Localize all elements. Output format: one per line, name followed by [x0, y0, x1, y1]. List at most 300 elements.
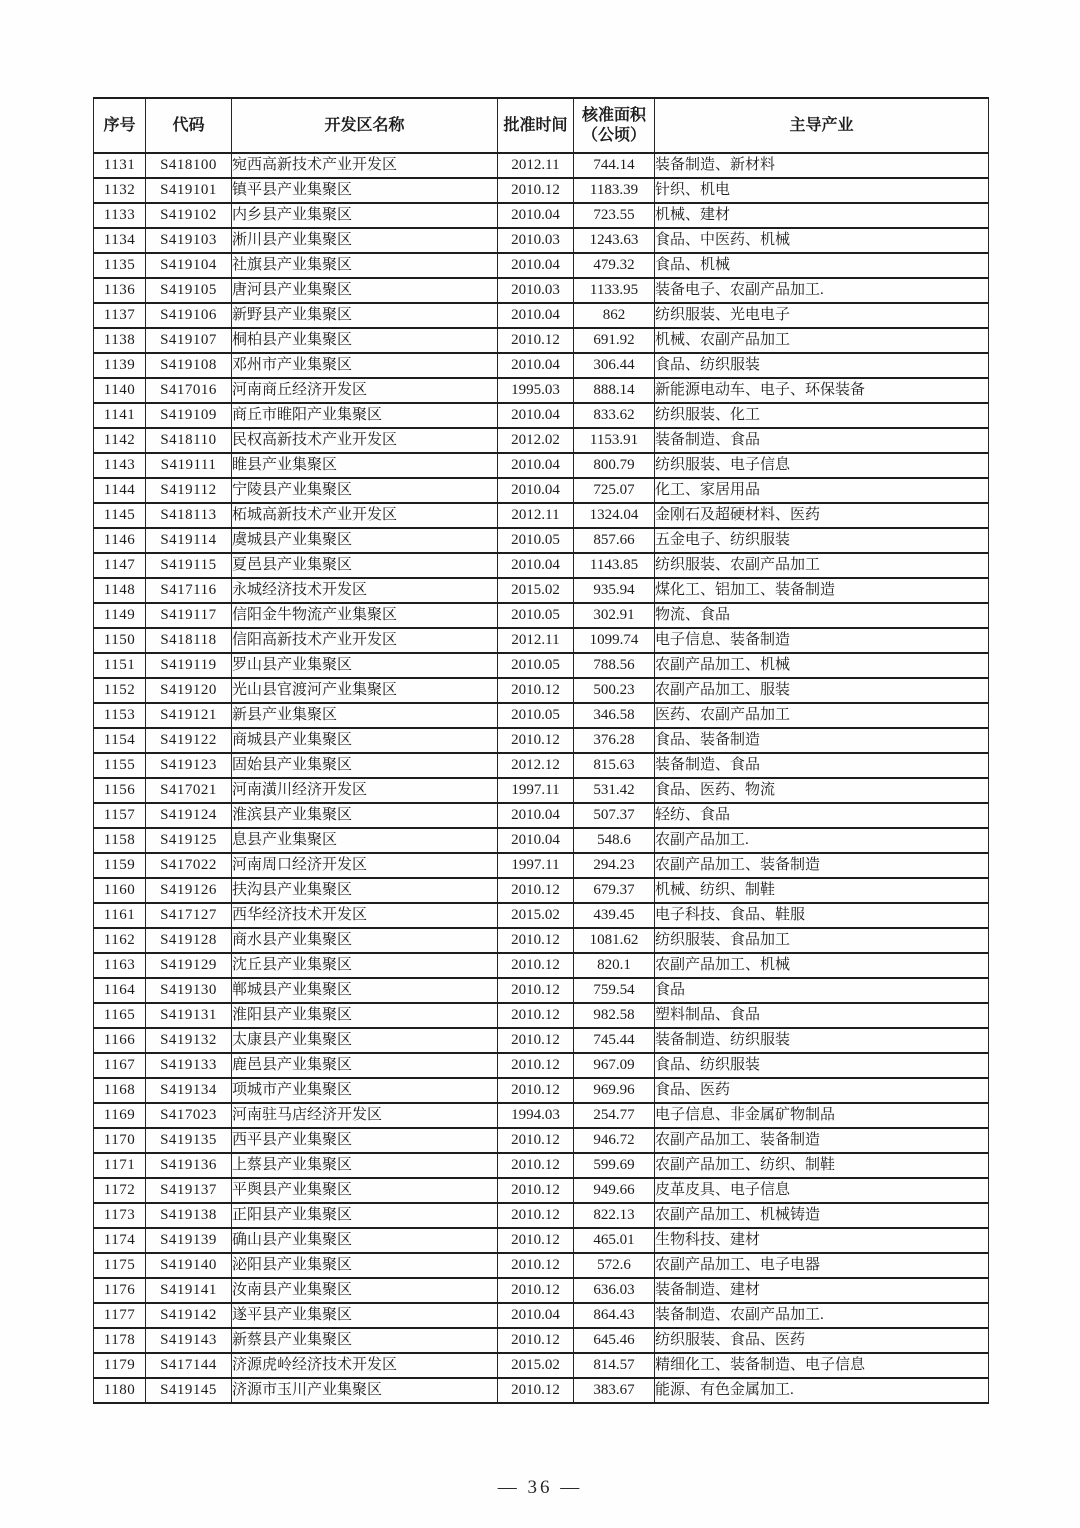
cell-approval-date: 2010.04 [498, 553, 574, 578]
cell-zone-name: 息县产业集聚区 [232, 828, 498, 853]
cell-leading-industry: 针织、机电 [655, 178, 989, 203]
cell-leading-industry: 食品、医药 [655, 1078, 989, 1103]
cell-zone-name: 民权高新技术产业开发区 [232, 428, 498, 453]
cell-approved-area: 507.37 [574, 803, 655, 828]
cell-serial: 1142 [94, 428, 146, 453]
cell-leading-industry: 农副产品加工、纺织、制鞋 [655, 1153, 989, 1178]
cell-serial: 1155 [94, 753, 146, 778]
cell-approved-area: 788.56 [574, 653, 655, 678]
cell-approval-date: 2010.04 [498, 303, 574, 328]
cell-serial: 1168 [94, 1078, 146, 1103]
table-row [94, 1103, 989, 1128]
cell-serial: 1152 [94, 678, 146, 703]
cell-approval-date: 2010.12 [498, 1378, 574, 1403]
table-row [94, 903, 989, 928]
cell-approved-area: 967.09 [574, 1053, 655, 1078]
cell-zone-name: 商丘市睢阳产业集聚区 [232, 403, 498, 428]
cell-code: S419109 [146, 403, 232, 428]
cell-zone-name: 桐柏县产业集聚区 [232, 328, 498, 353]
cell-approved-area: 1153.91 [574, 428, 655, 453]
development-zones-table [93, 97, 989, 1404]
cell-zone-name: 正阳县产业集聚区 [232, 1203, 498, 1228]
cell-code: S419123 [146, 753, 232, 778]
table-row [94, 553, 989, 578]
cell-zone-name: 柘城高新技术产业开发区 [232, 503, 498, 528]
table-row [94, 803, 989, 828]
cell-zone-name: 沈丘县产业集聚区 [232, 953, 498, 978]
cell-zone-name: 淅川县产业集聚区 [232, 228, 498, 253]
cell-zone-name: 信阳金牛物流产业集聚区 [232, 603, 498, 628]
cell-approved-area: 759.54 [574, 978, 655, 1003]
cell-code: S419122 [146, 728, 232, 753]
cell-approval-date: 2015.02 [498, 903, 574, 928]
cell-approval-date: 2012.11 [498, 153, 574, 178]
cell-zone-name: 宛西高新技术产业开发区 [232, 153, 498, 178]
table-row [94, 403, 989, 428]
cell-approved-area: 862 [574, 303, 655, 328]
cell-zone-name: 新野县产业集聚区 [232, 303, 498, 328]
table-row [94, 353, 989, 378]
cell-approved-area: 1324.04 [574, 503, 655, 528]
cell-approved-area: 306.44 [574, 353, 655, 378]
cell-approval-date: 2010.12 [498, 953, 574, 978]
cell-approved-area: 465.01 [574, 1228, 655, 1253]
cell-approved-area: 745.44 [574, 1028, 655, 1053]
cell-leading-industry: 农副产品加工、装备制造 [655, 1128, 989, 1153]
cell-leading-industry: 轻纺、食品 [655, 803, 989, 828]
cell-zone-name: 河南驻马店经济开发区 [232, 1103, 498, 1128]
cell-code: S419145 [146, 1378, 232, 1403]
cell-code: S419121 [146, 703, 232, 728]
cell-approved-area: 572.6 [574, 1253, 655, 1278]
cell-approval-date: 2010.12 [498, 1328, 574, 1353]
cell-approval-date: 2010.12 [498, 1028, 574, 1053]
cell-zone-name: 确山县产业集聚区 [232, 1228, 498, 1253]
cell-zone-name: 睢县产业集聚区 [232, 453, 498, 478]
cell-approval-date: 2010.12 [498, 1053, 574, 1078]
cell-serial: 1174 [94, 1228, 146, 1253]
cell-leading-industry: 化工、家居用品 [655, 478, 989, 503]
cell-code: S417016 [146, 378, 232, 403]
cell-code: S418100 [146, 153, 232, 178]
table-row [94, 1378, 989, 1403]
cell-leading-industry: 电子信息、装备制造 [655, 628, 989, 653]
cell-zone-name: 郸城县产业集聚区 [232, 978, 498, 1003]
cell-approval-date: 2010.04 [498, 403, 574, 428]
cell-approval-date: 2010.05 [498, 528, 574, 553]
table-row [94, 178, 989, 203]
cell-code: S418113 [146, 503, 232, 528]
cell-code: S417022 [146, 853, 232, 878]
cell-approval-date: 2010.05 [498, 703, 574, 728]
cell-code: S419141 [146, 1278, 232, 1303]
table-row [94, 328, 989, 353]
cell-leading-industry: 煤化工、铝加工、装备制造 [655, 578, 989, 603]
cell-code: S419136 [146, 1153, 232, 1178]
table-row [94, 878, 989, 903]
cell-approved-area: 744.14 [574, 153, 655, 178]
cell-approval-date: 2010.04 [498, 478, 574, 503]
cell-code: S417127 [146, 903, 232, 928]
cell-approval-date: 2015.02 [498, 1353, 574, 1378]
header-row [94, 98, 989, 153]
cell-code: S419124 [146, 803, 232, 828]
cell-leading-industry: 农副产品加工、机械铸造 [655, 1203, 989, 1228]
cell-zone-name: 扶沟县产业集聚区 [232, 878, 498, 903]
cell-serial: 1145 [94, 503, 146, 528]
cell-approved-area: 254.77 [574, 1103, 655, 1128]
table-row [94, 1228, 989, 1253]
cell-approval-date: 2010.04 [498, 353, 574, 378]
cell-zone-name: 新蔡县产业集聚区 [232, 1328, 498, 1353]
cell-code: S419135 [146, 1128, 232, 1153]
cell-approved-area: 294.23 [574, 853, 655, 878]
cell-serial: 1133 [94, 203, 146, 228]
cell-approved-area: 888.14 [574, 378, 655, 403]
cell-leading-industry: 食品、医药、物流 [655, 778, 989, 803]
cell-approved-area: 548.6 [574, 828, 655, 853]
cell-approved-area: 969.96 [574, 1078, 655, 1103]
table-row [94, 1178, 989, 1203]
cell-approval-date: 2010.04 [498, 1303, 574, 1328]
cell-leading-industry: 农副产品加工、机械 [655, 953, 989, 978]
table-row [94, 153, 989, 178]
cell-code: S419138 [146, 1203, 232, 1228]
cell-approved-area: 302.91 [574, 603, 655, 628]
cell-zone-name: 虞城县产业集聚区 [232, 528, 498, 553]
cell-serial: 1137 [94, 303, 146, 328]
table-row [94, 853, 989, 878]
cell-code: S419102 [146, 203, 232, 228]
cell-approval-date: 2012.11 [498, 628, 574, 653]
cell-code: S419119 [146, 653, 232, 678]
cell-serial: 1160 [94, 878, 146, 903]
cell-serial: 1169 [94, 1103, 146, 1128]
cell-code: S419120 [146, 678, 232, 703]
cell-serial: 1161 [94, 903, 146, 928]
cell-zone-name: 鹿邑县产业集聚区 [232, 1053, 498, 1078]
table-row [94, 228, 989, 253]
cell-approval-date: 2010.12 [498, 728, 574, 753]
cell-leading-industry: 纺织服装、光电电子 [655, 303, 989, 328]
cell-code: S419131 [146, 1003, 232, 1028]
cell-zone-name: 平舆县产业集聚区 [232, 1178, 498, 1203]
cell-serial: 1148 [94, 578, 146, 603]
col-header-leading-industry: 主导产业 [655, 98, 989, 153]
cell-code: S417021 [146, 778, 232, 803]
cell-zone-name: 永城经济技术开发区 [232, 578, 498, 603]
cell-approved-area: 500.23 [574, 678, 655, 703]
cell-leading-industry: 农副产品加工、装备制造 [655, 853, 989, 878]
cell-zone-name: 社旗县产业集聚区 [232, 253, 498, 278]
cell-approval-date: 1995.03 [498, 378, 574, 403]
col-header-approved-area-line2: （公顷） [581, 126, 646, 144]
cell-serial: 1166 [94, 1028, 146, 1053]
cell-zone-name: 河南潢川经济开发区 [232, 778, 498, 803]
cell-serial: 1138 [94, 328, 146, 353]
cell-approval-date: 1994.03 [498, 1103, 574, 1128]
cell-leading-industry: 农副产品加工、服装 [655, 678, 989, 703]
cell-serial: 1149 [94, 603, 146, 628]
cell-serial: 1139 [94, 353, 146, 378]
table-row [94, 578, 989, 603]
cell-zone-name: 光山县官渡河产业集聚区 [232, 678, 498, 703]
cell-zone-name: 镇平县产业集聚区 [232, 178, 498, 203]
table-row [94, 478, 989, 503]
table-row [94, 653, 989, 678]
cell-leading-industry: 机械、农副产品加工 [655, 328, 989, 353]
cell-code: S419104 [146, 253, 232, 278]
cell-approved-area: 822.13 [574, 1203, 655, 1228]
cell-leading-industry: 医药、农副产品加工 [655, 703, 989, 728]
table-row [94, 528, 989, 553]
cell-serial: 1164 [94, 978, 146, 1003]
cell-zone-name: 宁陵县产业集聚区 [232, 478, 498, 503]
cell-code: S417023 [146, 1103, 232, 1128]
cell-code: S419134 [146, 1078, 232, 1103]
cell-zone-name: 商水县产业集聚区 [232, 928, 498, 953]
cell-zone-name: 济源虎岭经济技术开发区 [232, 1353, 498, 1378]
cell-leading-industry: 装备制造、食品 [655, 753, 989, 778]
cell-code: S419143 [146, 1328, 232, 1353]
cell-leading-industry: 食品、装备制造 [655, 728, 989, 753]
cell-serial: 1163 [94, 953, 146, 978]
cell-leading-industry: 纺织服装、电子信息 [655, 453, 989, 478]
cell-approval-date: 2010.04 [498, 453, 574, 478]
cell-leading-industry: 纺织服装、食品加工 [655, 928, 989, 953]
cell-approved-area: 814.57 [574, 1353, 655, 1378]
cell-approval-date: 2010.12 [498, 1078, 574, 1103]
cell-approved-area: 691.92 [574, 328, 655, 353]
cell-leading-industry: 农副产品加工、机械 [655, 653, 989, 678]
cell-approved-area: 820.1 [574, 953, 655, 978]
cell-zone-name: 西平县产业集聚区 [232, 1128, 498, 1153]
cell-code: S419133 [146, 1053, 232, 1078]
cell-approval-date: 1997.11 [498, 778, 574, 803]
cell-approved-area: 725.07 [574, 478, 655, 503]
cell-approved-area: 949.66 [574, 1178, 655, 1203]
cell-approved-area: 815.63 [574, 753, 655, 778]
cell-approval-date: 2010.12 [498, 1153, 574, 1178]
table-row [94, 978, 989, 1003]
cell-leading-industry: 纺织服装、食品、医药 [655, 1328, 989, 1353]
table-row [94, 1203, 989, 1228]
cell-zone-name: 项城市产业集聚区 [232, 1078, 498, 1103]
cell-approved-area: 723.55 [574, 203, 655, 228]
cell-serial: 1143 [94, 453, 146, 478]
cell-approved-area: 479.32 [574, 253, 655, 278]
table-row [94, 1128, 989, 1153]
cell-leading-industry: 电子信息、非金属矿物制品 [655, 1103, 989, 1128]
cell-approved-area: 833.62 [574, 403, 655, 428]
cell-code: S419112 [146, 478, 232, 503]
table-row [94, 278, 989, 303]
table-row [94, 503, 989, 528]
cell-approved-area: 982.58 [574, 1003, 655, 1028]
cell-serial: 1131 [94, 153, 146, 178]
cell-approved-area: 1081.62 [574, 928, 655, 953]
table-row [94, 303, 989, 328]
cell-approved-area: 1133.95 [574, 278, 655, 303]
table-row [94, 828, 989, 853]
cell-code: S419105 [146, 278, 232, 303]
cell-approved-area: 346.58 [574, 703, 655, 728]
cell-zone-name: 济源市玉川产业集聚区 [232, 1378, 498, 1403]
table-row [94, 1253, 989, 1278]
cell-serial: 1132 [94, 178, 146, 203]
cell-code: S419114 [146, 528, 232, 553]
cell-serial: 1170 [94, 1128, 146, 1153]
cell-code: S419101 [146, 178, 232, 203]
table-body [94, 153, 989, 1403]
cell-serial: 1153 [94, 703, 146, 728]
cell-approval-date: 2012.12 [498, 753, 574, 778]
cell-leading-industry: 食品、中医药、机械 [655, 228, 989, 253]
col-header-approved-area-line1: 核准面积 [581, 106, 646, 124]
cell-code: S419130 [146, 978, 232, 1003]
cell-approval-date: 2010.12 [498, 1128, 574, 1153]
table-row [94, 1053, 989, 1078]
cell-leading-industry: 装备制造、新材料 [655, 153, 989, 178]
table-row [94, 253, 989, 278]
cell-code: S419128 [146, 928, 232, 953]
cell-approved-area: 857.66 [574, 528, 655, 553]
cell-zone-name: 上蔡县产业集聚区 [232, 1153, 498, 1178]
table-row [94, 678, 989, 703]
cell-approved-area: 599.69 [574, 1153, 655, 1178]
cell-serial: 1140 [94, 378, 146, 403]
cell-code: S418118 [146, 628, 232, 653]
cell-leading-industry: 能源、有色金属加工. [655, 1378, 989, 1403]
cell-approval-date: 2010.04 [498, 253, 574, 278]
cell-serial: 1156 [94, 778, 146, 803]
cell-leading-industry: 装备制造、建材 [655, 1278, 989, 1303]
page-number: — 36 — [497, 1477, 583, 1498]
cell-approval-date: 2010.12 [498, 1278, 574, 1303]
cell-zone-name: 太康县产业集聚区 [232, 1028, 498, 1053]
table-row [94, 453, 989, 478]
cell-serial: 1150 [94, 628, 146, 653]
cell-serial: 1146 [94, 528, 146, 553]
col-header-zone-name: 开发区名称 [232, 98, 498, 153]
cell-serial: 1165 [94, 1003, 146, 1028]
cell-zone-name: 淮阳县产业集聚区 [232, 1003, 498, 1028]
cell-approval-date: 2010.12 [498, 928, 574, 953]
cell-serial: 1147 [94, 553, 146, 578]
cell-approval-date: 2010.04 [498, 803, 574, 828]
table-row [94, 928, 989, 953]
cell-zone-name: 泌阳县产业集聚区 [232, 1253, 498, 1278]
cell-approved-area: 636.03 [574, 1278, 655, 1303]
cell-code: S419125 [146, 828, 232, 853]
col-header-approval-date: 批准时间 [498, 98, 574, 153]
cell-zone-name: 遂平县产业集聚区 [232, 1303, 498, 1328]
table-row [94, 1278, 989, 1303]
table-row [94, 703, 989, 728]
cell-approved-area: 864.43 [574, 1303, 655, 1328]
cell-approval-date: 2010.12 [498, 1228, 574, 1253]
cell-approval-date: 2010.12 [498, 1003, 574, 1028]
cell-approval-date: 2012.11 [498, 503, 574, 528]
cell-serial: 1141 [94, 403, 146, 428]
cell-zone-name: 淮滨县产业集聚区 [232, 803, 498, 828]
cell-leading-industry: 机械、建材 [655, 203, 989, 228]
cell-leading-industry: 食品、机械 [655, 253, 989, 278]
cell-serial: 1162 [94, 928, 146, 953]
table-row [94, 1003, 989, 1028]
cell-approved-area: 531.42 [574, 778, 655, 803]
cell-code: S419126 [146, 878, 232, 903]
cell-zone-name: 信阳高新技术产业开发区 [232, 628, 498, 653]
cell-leading-industry: 五金电子、纺织服装 [655, 528, 989, 553]
cell-approval-date: 2010.12 [498, 328, 574, 353]
cell-serial: 1167 [94, 1053, 146, 1078]
cell-code: S419132 [146, 1028, 232, 1053]
cell-approval-date: 2010.12 [498, 878, 574, 903]
cell-approved-area: 679.37 [574, 878, 655, 903]
cell-approval-date: 2010.03 [498, 278, 574, 303]
cell-leading-industry: 食品、纺织服装 [655, 353, 989, 378]
cell-serial: 1144 [94, 478, 146, 503]
cell-serial: 1173 [94, 1203, 146, 1228]
cell-approval-date: 2010.12 [498, 178, 574, 203]
cell-code: S419140 [146, 1253, 232, 1278]
cell-zone-name: 邓州市产业集聚区 [232, 353, 498, 378]
cell-leading-industry: 精细化工、装备制造、电子信息 [655, 1353, 989, 1378]
cell-leading-industry: 装备电子、农副产品加工. [655, 278, 989, 303]
cell-leading-industry: 纺织服装、化工 [655, 403, 989, 428]
cell-leading-industry: 装备制造、农副产品加工. [655, 1303, 989, 1328]
cell-zone-name: 商城县产业集聚区 [232, 728, 498, 753]
cell-approval-date: 2010.12 [498, 1253, 574, 1278]
cell-approval-date: 1997.11 [498, 853, 574, 878]
cell-approved-area: 439.45 [574, 903, 655, 928]
table-row [94, 428, 989, 453]
cell-zone-name: 固始县产业集聚区 [232, 753, 498, 778]
table-row [94, 1303, 989, 1328]
cell-serial: 1178 [94, 1328, 146, 1353]
cell-serial: 1175 [94, 1253, 146, 1278]
cell-zone-name: 唐河县产业集聚区 [232, 278, 498, 303]
cell-zone-name: 内乡县产业集聚区 [232, 203, 498, 228]
table-row [94, 753, 989, 778]
table-row [94, 953, 989, 978]
cell-approval-date: 2010.04 [498, 828, 574, 853]
cell-approval-date: 2010.05 [498, 603, 574, 628]
cell-approval-date: 2010.12 [498, 1203, 574, 1228]
cell-code: S419111 [146, 453, 232, 478]
cell-zone-name: 河南周口经济开发区 [232, 853, 498, 878]
table-row [94, 1328, 989, 1353]
table-row [94, 1353, 989, 1378]
table-row [94, 1153, 989, 1178]
cell-leading-industry: 农副产品加工. [655, 828, 989, 853]
cell-zone-name: 新县产业集聚区 [232, 703, 498, 728]
cell-code: S419137 [146, 1178, 232, 1203]
cell-leading-industry: 装备制造、纺织服装 [655, 1028, 989, 1053]
cell-serial: 1179 [94, 1353, 146, 1378]
cell-approved-area: 1099.74 [574, 628, 655, 653]
cell-zone-name: 罗山县产业集聚区 [232, 653, 498, 678]
table-row [94, 1028, 989, 1053]
cell-serial: 1136 [94, 278, 146, 303]
table-row [94, 378, 989, 403]
cell-code: S419103 [146, 228, 232, 253]
cell-approval-date: 2015.02 [498, 578, 574, 603]
cell-approved-area: 1143.85 [574, 553, 655, 578]
cell-serial: 1172 [94, 1178, 146, 1203]
cell-approval-date: 2010.04 [498, 203, 574, 228]
